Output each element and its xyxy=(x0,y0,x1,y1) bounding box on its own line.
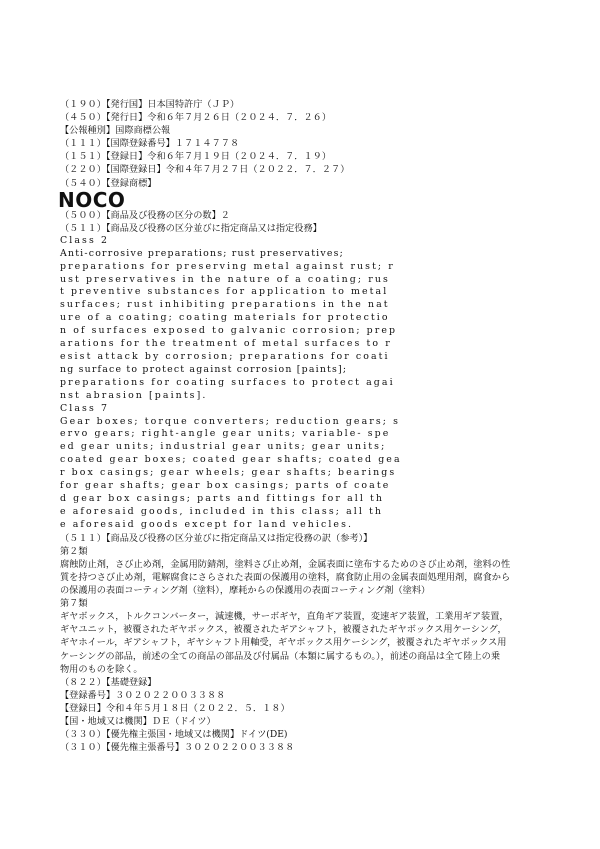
jp-goods-line: の保護用の表面コーティング剤（塗料），摩耗からの保護用の表面コーティング剤（塗料） xyxy=(60,585,431,597)
goods-line: ust preservatives in the nature of a coating; rus xyxy=(60,273,390,285)
jp-class-2-label: 第２類 xyxy=(60,545,88,557)
gazette-page xyxy=(60,98,550,754)
issue-date: （４５０）【発行日】令和６年７月２６日（２０２４．７．２６） xyxy=(60,112,332,124)
goods-line: nst abrasion [paints]. xyxy=(60,389,208,401)
priority-country: （３３０）【優先権主張国・地域又は機関】ドイツ(DE) xyxy=(60,729,288,741)
jp-goods-line: ケーシングの部品，前述の全ての商品の部品及び付属品（本類に属するもの。），前述の商品は全て陸上の乗 xyxy=(60,650,501,662)
jp-goods-line: ギヤホイール，ギアシャフト，ギヤシャフト用軸受，ギヤボックス用ケーシング，被覆されたギヤボックス用 xyxy=(60,637,507,649)
class-2-english xyxy=(60,235,550,403)
goods-line: preparations for coating surfaces to protect agai xyxy=(60,376,395,388)
goods-line: d gear box casings; parts and fittings for all th xyxy=(60,492,385,504)
international-registration-date: （２２０）【国際登録日】令和４年７月２７日（２０２２．７．２７） xyxy=(60,164,350,176)
goods-line: coated gear boxes; coated gear shafts; coated gea xyxy=(60,454,402,466)
priority-number: （３１０）【優先権主張番号】３０２０２２００３３８８ xyxy=(60,742,295,754)
classes-header xyxy=(60,209,550,235)
goods-line: e aforesaid goods, included in this class; all th xyxy=(60,505,384,517)
international-registration-number: （１１１）【国際登録番号】１７１４７７８ xyxy=(60,138,240,150)
basic-registration-number: 【登録番号】３０２０２２００３３８８ xyxy=(60,689,226,701)
goods-line: for gear shafts; gear box casings; parts of coate xyxy=(60,480,391,492)
basic-registration-date: 【登録日】令和４年５月１８日（２０２２．５．１８） xyxy=(60,702,290,714)
goods-line: ng surface to protect against corrosion [paints]; xyxy=(60,363,348,375)
jp-goods-line: 腐蝕防止剤，さび止め剤，金属用防錆剤，塗料さび止め剤，金属表面に塗布するためのさび止め剤，塗料の性 xyxy=(60,558,511,570)
goods-line: preparations for preserving metal against rust; r xyxy=(60,260,395,272)
registered-trademark-label: （５４０）【登録商標】 xyxy=(60,177,157,189)
number-of-classes: （５００）【商品及び役務の区分の数】２ xyxy=(60,209,230,221)
goods-line: esist attack by corrosion; preparations for coati xyxy=(60,351,390,362)
trademark-word-mark: NOCO xyxy=(58,187,126,212)
goods-line: Anti-corrosive preparations; rust preservatives; xyxy=(60,247,344,259)
issuing-country: （１９０）【発行国】日本国特許庁（ＪＰ） xyxy=(60,99,240,110)
goods-line: Gear boxes; torque converters; reduction gears; s xyxy=(60,415,401,427)
jp-goods-line: ギヤボックス，トルクコンバーター，減速機，サーボギヤ，直角ギア装置，変速ギア装置，工業用ギア装置， xyxy=(60,611,509,623)
goods-line: surfaces; rust inhibiting preparations in the nat xyxy=(60,299,390,311)
goods-line: r box casings; gear wheels; gear shafts; bearings xyxy=(60,467,397,479)
class-2-japanese xyxy=(60,545,550,597)
translation-heading: （５１１）【商品及び役務の区分並びに指定商品又は指定役務の訳（参考）】 xyxy=(60,532,373,544)
class-7-english xyxy=(60,403,550,532)
registration-date: （１５１）【登録日】令和６年７月１９日（２０２４．７．１９） xyxy=(60,151,332,163)
jp-class-7-label: 第７類 xyxy=(60,598,88,610)
goods-line: t preventive substances for application to metal xyxy=(60,286,389,298)
designated-goods-heading: （５１１）【商品及び役務の区分並びに指定商品又は指定役務】 xyxy=(60,222,322,234)
goods-line: ervo gears; right-angle gear units; variable- spe xyxy=(60,428,391,440)
goods-line: ed gear units; industrial gear units; gear units; xyxy=(60,441,387,453)
class-2-label: Class 2 xyxy=(60,234,110,246)
goods-line: ure of a coating; coating materials for protectio xyxy=(60,312,390,324)
class-7-label: Class 7 xyxy=(60,402,110,414)
publication-type: 【公報種別】国際商標公報 xyxy=(60,125,171,137)
goods-line: arations for the treatment of metal surfaces to r xyxy=(60,338,392,350)
jp-goods-line: 質を持つさび止め剤，電解腐食にさらされた表面の保護用の塗料，腐食防止用の金属表面処理用剤，腐食から xyxy=(60,571,511,583)
basic-registration-heading: （８２２）【基礎登録】 xyxy=(60,676,157,688)
class-7-japanese xyxy=(60,597,550,676)
goods-line: e aforesaid goods except for land vehicles. xyxy=(60,518,354,530)
jp-goods-line: 物用のものを除く。 xyxy=(60,663,143,675)
basic-registration-section xyxy=(60,676,550,755)
jp-goods-line: ギヤユニット，被覆されたギヤボックス，被覆されたギアシャフト，被覆されたギヤボックス用ケーシング， xyxy=(60,624,507,636)
bibliographic-header xyxy=(60,98,550,190)
goods-line: n of surfaces exposed to galvanic corrosion; prep xyxy=(60,325,398,337)
country-of-registration: 【国・地域又は機関】ＤＥ（ドイツ） xyxy=(60,716,216,727)
